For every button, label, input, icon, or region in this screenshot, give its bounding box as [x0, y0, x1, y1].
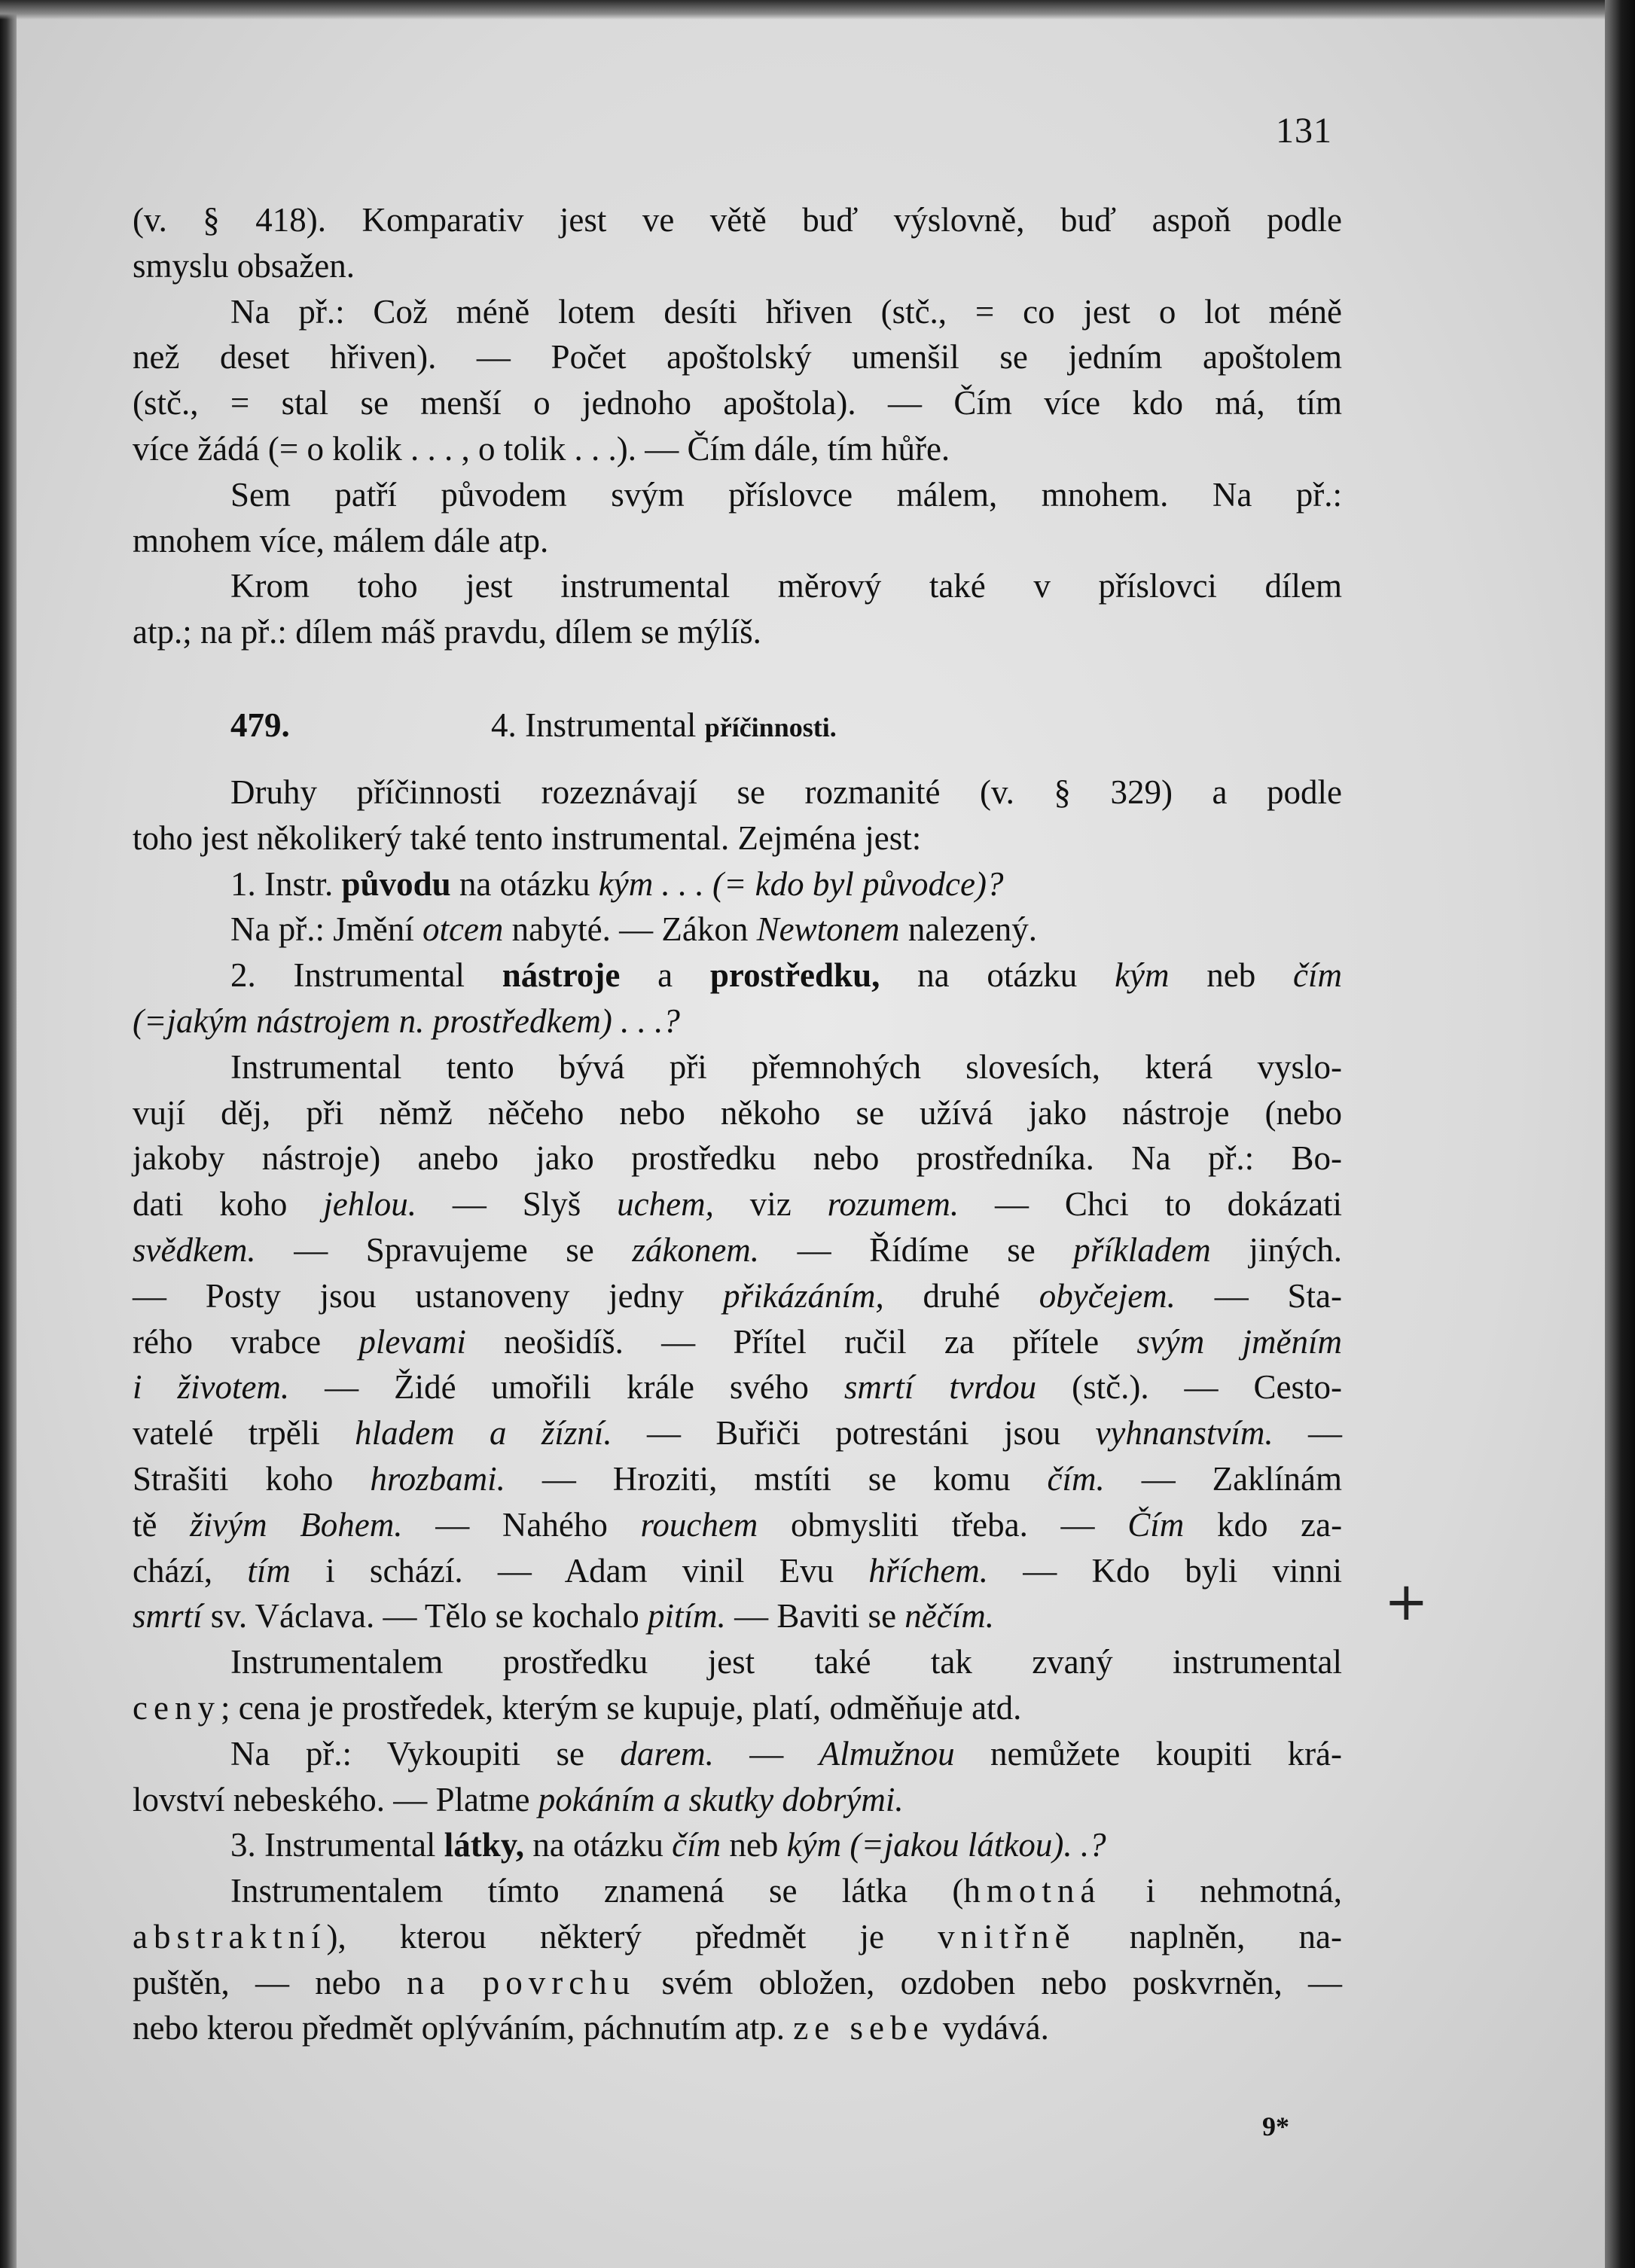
section-title-prefix: 4. Instrumental	[491, 706, 697, 744]
text-line	[133, 1502, 1342, 1548]
text-run-italic: svědkem.	[133, 1230, 256, 1269]
text-run: — Řídíme se	[797, 1230, 1036, 1269]
text-line	[133, 1319, 1342, 1365]
text-run-italic: zákonem.	[632, 1230, 760, 1269]
text-run: — Židé umořili krále svého	[325, 1368, 809, 1407]
page-left-shadow	[0, 0, 17, 2268]
text-run: i schází. — Adam vinil Evu	[325, 1551, 834, 1590]
text-line	[133, 1364, 1342, 1410]
text-run-italic: jehlou.	[323, 1185, 416, 1224]
text-run-italic: živým Bohem.	[190, 1505, 403, 1544]
text-line: (stč., = stal se menší o jednoho apoštola). — Čím více kdo má, tím	[133, 384, 1342, 422]
text-run: obmysliti třeba. —	[791, 1505, 1095, 1544]
page-number: 131	[1276, 111, 1332, 151]
text-run: a	[657, 956, 673, 995]
text-line: Instrumental tento bývá při přemnohých slovesích, která vyslo-	[230, 1047, 1342, 1086]
section-heading	[133, 681, 1342, 770]
text-run: sv. Václava. — Tělo se kochalo	[210, 1597, 639, 1635]
text-run-spaced: ze sebe	[793, 2009, 935, 2047]
text-line	[133, 1914, 1342, 1960]
text-line: vují děj, při němž něčeho nebo někoho se užívá jako nástroje (nebo	[133, 1093, 1342, 1132]
printer-signature: 9*	[1262, 2111, 1289, 2141]
text-line	[133, 1410, 1342, 1456]
text-line	[133, 1777, 1342, 1823]
text-line: mnohem více, málem dále atp.	[133, 521, 549, 559]
text-run-italic: otcem	[422, 910, 504, 949]
text-run-bold: prostředku,	[709, 956, 880, 995]
text-line	[133, 953, 1342, 998]
text-run: Strašiti koho	[133, 1459, 334, 1498]
section-title	[491, 681, 837, 772]
text-run: Na př.: Jmění	[230, 910, 414, 949]
text-run: druhé	[923, 1276, 1000, 1315]
text-run-italic: uchem,	[617, 1185, 714, 1224]
text-run: neb	[1206, 956, 1256, 995]
text-line	[133, 1685, 1342, 1731]
text-run: vatelé trpěli	[133, 1414, 320, 1453]
text-line	[133, 1960, 1342, 2006]
text-run: — Buřiči potrestáni jsou	[647, 1414, 1061, 1453]
text-run-italic: hrozbami.	[370, 1459, 505, 1498]
text-run: kdo za-	[1216, 1505, 1343, 1544]
text-run: — Chci to dokázati	[995, 1185, 1343, 1224]
text-run-italic: Newtonem	[756, 910, 900, 949]
text-run: — Baviti se	[734, 1597, 897, 1635]
text-line: Sem patří původem svým příslovce málem, mnohem. Na př.:	[230, 475, 1342, 514]
text-run: naplněn, na-	[1129, 1917, 1342, 1956]
text-line	[133, 907, 1342, 953]
text-run: vydává.	[942, 2009, 1049, 2047]
text-line	[133, 1868, 1342, 1914]
text-run-italic: čím	[1293, 956, 1343, 995]
text-line	[133, 2005, 1342, 2051]
text-run: — Slyš	[452, 1185, 581, 1224]
text-run: na otázku	[459, 864, 590, 903]
text-run: — Hroziti, mstíti se komu	[541, 1459, 1011, 1498]
page-top-shadow	[0, 0, 1635, 20]
text-run-italic: Almužnou	[819, 1734, 955, 1773]
text-run: — Nahého	[435, 1505, 608, 1544]
text-line	[133, 1273, 1342, 1319]
text-run: ; cena je prostředek, kterým se kupuje, platí, odměňuje atd.	[220, 1688, 1022, 1727]
text-run: —	[1308, 1414, 1343, 1453]
text-run: jiných.	[1249, 1230, 1343, 1269]
text-run-italic: čím	[672, 1826, 721, 1864]
text-run-bold: původu	[341, 864, 451, 903]
text-run-italic: Čím	[1127, 1505, 1185, 1544]
text-run: nemůžete koupiti krá-	[990, 1734, 1343, 1773]
text-line: Na př.: Což méně lotem desíti hřiven (stč., = co jest o lot méně	[230, 292, 1342, 331]
text-line: Krom toho jest instrumental měrový také v příslovci dílem	[230, 567, 1342, 605]
text-line	[133, 1731, 1342, 1777]
text-run-spaced: na povrchu	[406, 1963, 636, 2001]
text-run-italic: čím.	[1047, 1459, 1105, 1498]
text-run: viz	[749, 1185, 792, 1224]
text-line: (v. § 418). Komparativ jest ve větě buď výslovně, buď aspoň podle	[133, 201, 1342, 239]
text-run: 3. Instrumental	[230, 1826, 436, 1864]
text-line: toho jest několikerý také tento instrumental. Zejména jest:	[133, 818, 922, 857]
page-body	[133, 197, 1342, 2051]
text-run-spaced: vnitřně	[938, 1917, 1076, 1956]
text-run: — Posty jsou ustanoveny jedny	[133, 1276, 685, 1315]
text-line	[133, 1822, 1342, 1868]
text-run-italic: i životem.	[133, 1368, 290, 1407]
text-run-italic: smrtí	[133, 1597, 203, 1635]
margin-pencil-mark: +	[1384, 1571, 1429, 1632]
text-line: více žádá (= o kolik . . . , o tolik . . .). — Čím dále, tím hůře.	[133, 429, 950, 468]
text-run-italic: kým . . . (= kdo byl původce)?	[598, 864, 1004, 903]
text-run: svém obložen, ozdoben nebo poskvrněn, —	[661, 1963, 1343, 2001]
text-run-italic: smrtí tvrdou	[843, 1368, 1037, 1407]
text-run-italic: tím	[247, 1551, 291, 1590]
text-run-italic: rouchem	[640, 1505, 758, 1544]
text-run: —	[749, 1734, 784, 1773]
text-run: — Zaklínám	[1141, 1459, 1343, 1498]
text-run-italic: hříchem.	[868, 1551, 989, 1590]
text-run-italic: přikázáním,	[722, 1276, 884, 1315]
text-run: puštěn, — nebo	[133, 1963, 381, 2001]
text-run: — Kdo byli vinni	[1023, 1551, 1343, 1590]
text-run: (stč.). — Cesto-	[1072, 1368, 1343, 1407]
text-line	[133, 1181, 1342, 1227]
text-run: chází,	[133, 1551, 213, 1590]
text-run: Na př.: Vykoupiti se	[230, 1734, 584, 1773]
text-run-italic: obyčejem.	[1039, 1276, 1176, 1315]
text-line	[133, 1227, 1342, 1273]
text-run: ), kterou některý předmět je	[326, 1917, 884, 1956]
text-run-italic: darem.	[620, 1734, 714, 1773]
text-line: než deset hřiven). — Počet apoštolský umenšil se jedním apoštolem	[133, 338, 1342, 376]
text-run-italic: pitím.	[648, 1597, 726, 1635]
text-run: — Spravujeme se	[294, 1230, 594, 1269]
text-run-bold: nástroje	[502, 956, 621, 995]
text-run-italic: něčím.	[904, 1597, 994, 1635]
text-run: nalezený.	[907, 910, 1037, 949]
text-line: Druhy příčinnosti rozeznávají se rozmanité (v. § 329) a podle	[230, 773, 1342, 811]
text-line: smyslu obsažen.	[133, 246, 355, 285]
text-run-spaced: ceny	[133, 1688, 221, 1727]
text-line: Instrumentalem prostředku jest také tak zvaný instrumental	[230, 1643, 1342, 1681]
text-run-spaced: abstraktní	[133, 1917, 327, 1956]
text-run-italic: kým	[1115, 956, 1170, 995]
text-run-italic: svým jměním	[1136, 1322, 1343, 1361]
text-line: jakoby nástroje) anebo jako prostředku nebo prostředníka. Na př.: Bo-	[133, 1139, 1342, 1178]
text-run-bold: látky,	[444, 1826, 524, 1864]
text-run-italic: hladem a žízní.	[355, 1414, 612, 1453]
text-run: nabyté. — Zákon	[511, 910, 749, 949]
text-run: nebo kterou předmět oplýváním, páchnutím atp.	[133, 2009, 785, 2047]
text-run: tě	[133, 1505, 157, 1544]
text-run: — Sta-	[1214, 1276, 1343, 1315]
text-run: i nehmotná,	[1145, 1872, 1343, 1910]
text-run: lovství nebeského. — Platme	[133, 1780, 530, 1818]
text-run-italic: příkladem	[1073, 1230, 1211, 1269]
text-run: 2. Instrumental	[230, 956, 465, 995]
section-number: 479.	[230, 706, 290, 744]
text-line: atp.; na př.: dílem máš pravdu, dílem se mýlíš.	[133, 613, 761, 651]
text-run-italic: rozumem.	[827, 1185, 959, 1224]
text-run: na otázku	[532, 1826, 663, 1864]
text-line	[133, 861, 1342, 907]
text-run-spaced: hmotná	[963, 1872, 1102, 1910]
text-run-italic: kým (=jakou látkou). .?	[786, 1826, 1106, 1864]
section-title-bold: příčinnosti.	[704, 712, 837, 742]
text-run: Instrumentalem tímto znamená se látka (	[230, 1872, 964, 1910]
text-line	[133, 1548, 1342, 1594]
text-run: rého vrabce	[133, 1322, 322, 1361]
text-run: dati koho	[133, 1185, 288, 1224]
text-run: 1. Instr.	[230, 864, 334, 903]
text-line	[133, 998, 1342, 1044]
page-right-shadow	[1605, 0, 1635, 2268]
text-run-italic: vyhnanstvím.	[1095, 1414, 1274, 1453]
text-run-italic: pokáním a skutky dobrými.	[538, 1780, 904, 1818]
text-run: na otázku	[917, 956, 1078, 995]
text-run: neb	[729, 1826, 779, 1864]
text-run-italic: (=jakým nástrojem n. prostředkem) . . .?	[133, 1001, 680, 1040]
text-run: neošidíš. — Přítel ručil za přítele	[504, 1322, 1100, 1361]
text-line	[133, 1456, 1342, 1502]
text-line	[133, 1593, 1342, 1639]
text-run-italic: plevami	[358, 1322, 466, 1361]
